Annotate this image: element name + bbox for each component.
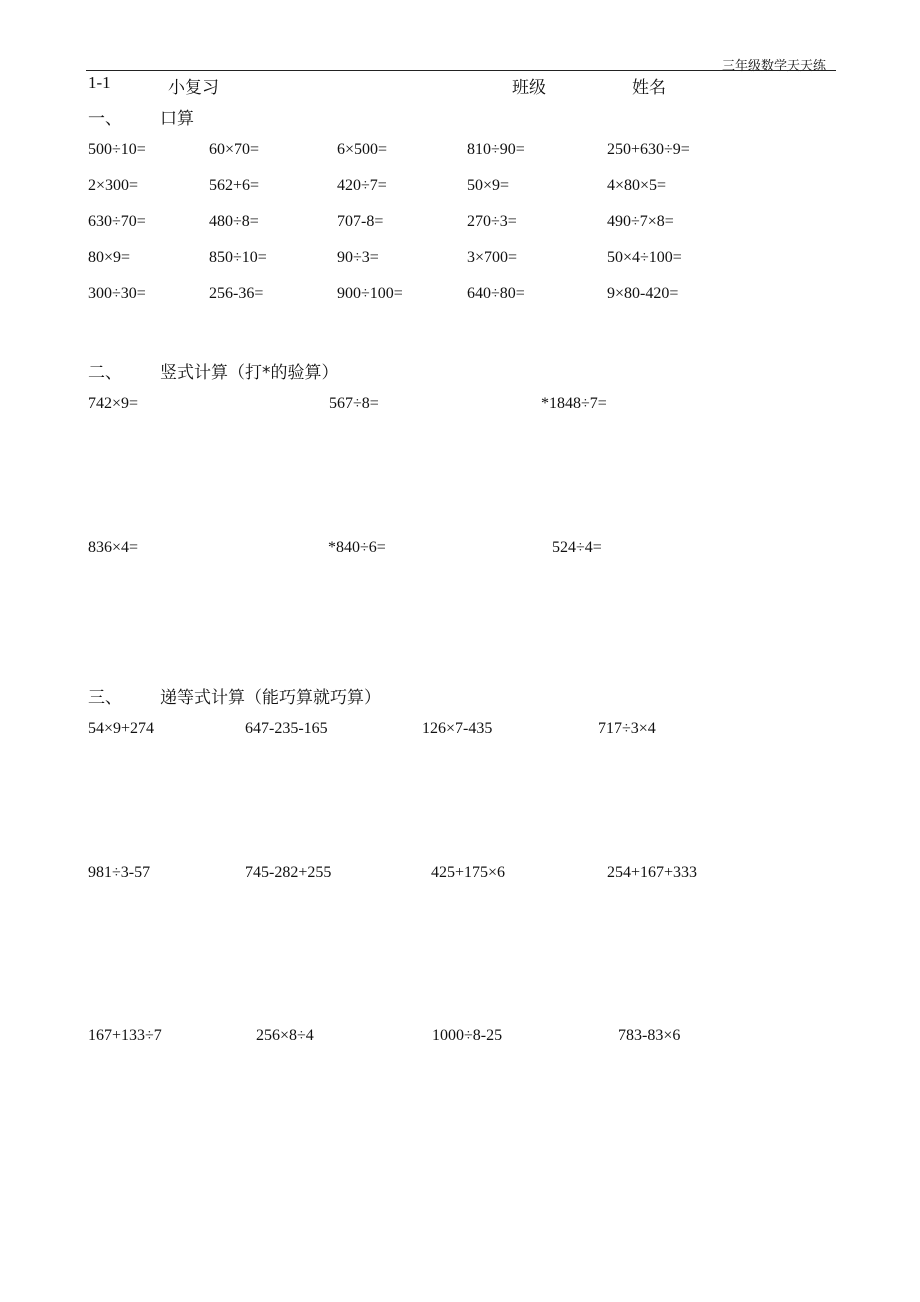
- oral-problem: 3×700=: [467, 249, 518, 266]
- oral-problem: 9×80-420=: [607, 285, 679, 302]
- vertical-problem: 742×9=: [88, 395, 139, 412]
- vertical-problem: 836×4=: [88, 539, 139, 556]
- oral-problem: 256-36=: [209, 285, 264, 302]
- oral-problem: 562+6=: [209, 177, 260, 194]
- name-label: 姓名: [632, 78, 666, 98]
- stepwise-problem: 745-282+255: [245, 864, 332, 881]
- oral-problem: 4×80×5=: [607, 177, 667, 194]
- class-label: 班级: [512, 78, 546, 98]
- stepwise-problem: 717÷3×4: [598, 720, 656, 737]
- stepwise-problem: 256×8÷4: [256, 1027, 314, 1044]
- vertical-problem: *1848÷7=: [541, 395, 607, 412]
- oral-problem: 250+630÷9=: [607, 141, 690, 158]
- oral-problem: 2×300=: [88, 177, 139, 194]
- oral-problem: 300÷30=: [88, 285, 146, 302]
- oral-problem: 60×70=: [209, 141, 260, 158]
- lesson-number: 1-1: [88, 73, 111, 92]
- oral-problem: 640÷80=: [467, 285, 525, 302]
- stepwise-problem: 1000÷8-25: [432, 1027, 503, 1044]
- oral-problem: 50×4÷100=: [607, 249, 682, 266]
- section1-number: 一、: [88, 109, 122, 129]
- section2-number: 二、: [88, 363, 122, 383]
- section3-title: 递等式计算（能巧算就巧算）: [160, 688, 381, 708]
- oral-problem: 850÷10=: [209, 249, 267, 266]
- oral-problem: 810÷90=: [467, 141, 525, 158]
- oral-problem: 80×9=: [88, 249, 131, 266]
- oral-problem: 480÷8=: [209, 213, 259, 230]
- section3-number: 三、: [88, 688, 122, 708]
- vertical-problem: 524÷4=: [552, 539, 602, 556]
- stepwise-problem: 647-235-165: [245, 720, 328, 737]
- stepwise-problem: 126×7-435: [422, 720, 493, 737]
- oral-problem: 6×500=: [337, 141, 388, 158]
- section1-title: 口算: [160, 109, 194, 129]
- oral-problem: 90÷3=: [337, 249, 379, 266]
- vertical-problem: *840÷6=: [328, 539, 386, 556]
- stepwise-problem: 254+167+333: [607, 864, 698, 881]
- oral-problem: 50×9=: [467, 177, 510, 194]
- stepwise-problem: 783-83×6: [618, 1027, 681, 1044]
- oral-problem: 630÷70=: [88, 213, 146, 230]
- oral-problem: 707-8=: [337, 213, 384, 230]
- oral-problem: 900÷100=: [337, 285, 403, 302]
- oral-problem: 420÷7=: [337, 177, 387, 194]
- header-divider: [86, 70, 836, 71]
- page-title: 小复习: [168, 78, 219, 98]
- oral-problem: 490÷7×8=: [607, 213, 674, 230]
- stepwise-problem: 981÷3-57: [88, 864, 151, 881]
- stepwise-problem: 167+133÷7: [88, 1027, 162, 1044]
- stepwise-problem: 54×9+274: [88, 720, 155, 737]
- stepwise-problem: 425+175×6: [431, 864, 506, 881]
- oral-problem: 500÷10=: [88, 141, 146, 158]
- vertical-problem: 567÷8=: [329, 395, 379, 412]
- oral-problem: 270÷3=: [467, 213, 517, 230]
- section2-title: 竖式计算（打*的验算）: [160, 363, 339, 383]
- worksheet-tag: 三年级数学天天练: [722, 59, 827, 74]
